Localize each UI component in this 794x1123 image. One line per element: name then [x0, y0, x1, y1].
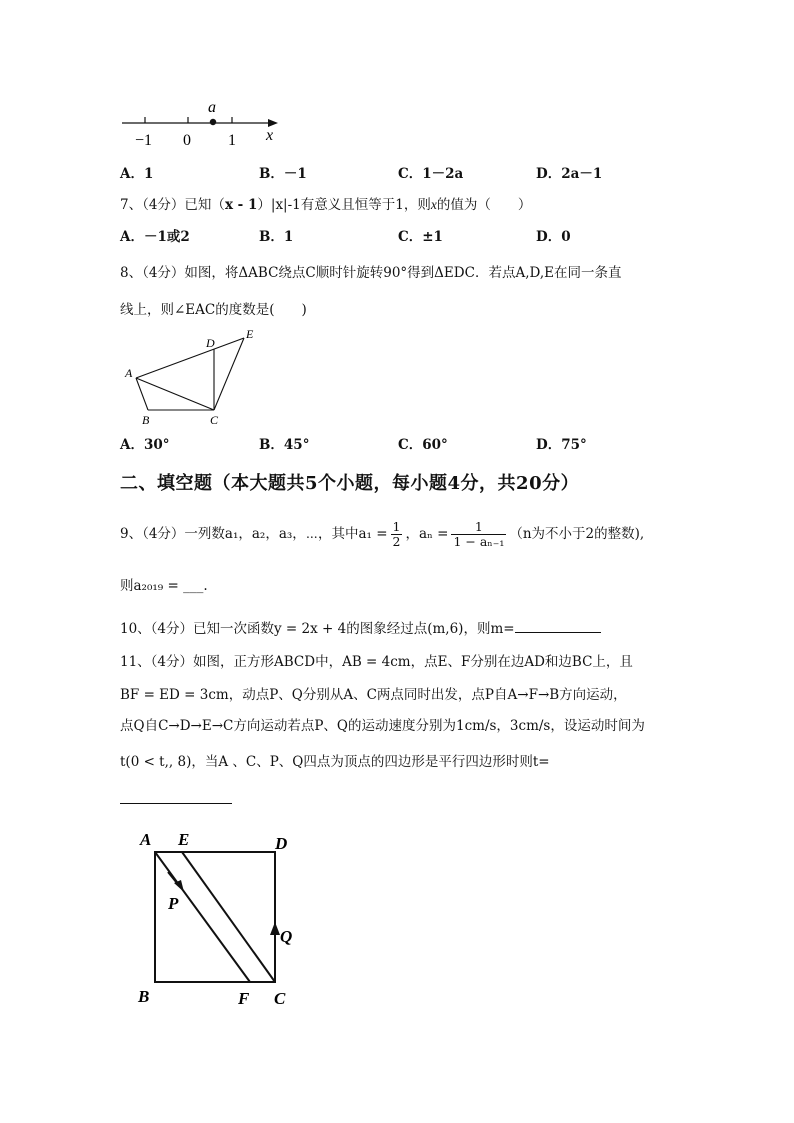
q8-figure [118, 325, 268, 430]
q11-label-q: Q [280, 927, 293, 946]
q9-fraction-an: $\frac{1}{\text{1 − aₙ₋₁}}$ [453, 518, 505, 549]
q8-label-b: B [142, 413, 150, 427]
q-direction-arrow [270, 922, 280, 935]
q8-option-b: B．45° [259, 437, 310, 453]
section-heading-fill-blank: 二、填空题（本大题共5个小题，每小题4分，共20分） [120, 473, 580, 494]
q8-label-a: A [125, 366, 133, 380]
q8-option-c: C．60° [398, 437, 448, 453]
number-line-figure [118, 96, 288, 154]
q11-label-b: B [138, 987, 150, 1006]
number-line-label-1: 1 [228, 132, 236, 149]
q6-option-a: A．1 [120, 166, 154, 182]
q9-stem: 9、（4分）一列数a₁，a₂，a₃，⋯，其中a₁ = $\frac{1}{2}$ ，aₙ = $\frac{1}{\text{1 − aₙ₋₁}}$ （n为不小于2的整数), [120, 518, 645, 549]
q8-label-c: C [210, 413, 219, 427]
q6-option-b: B．－1 [259, 166, 307, 182]
q8-option-a: A．30° [120, 437, 170, 453]
number-line-label-0: 0 [183, 132, 191, 149]
q7-option-d: D．0 [536, 229, 571, 245]
q7-option-b: B．1 [259, 229, 294, 245]
q11-stem-line1: 11、（4分）如图，正方形ABCD中，AB = 4cm，点E、F分别在边AD和边BC上，且 [120, 654, 633, 670]
q11-stem-line2: BF = ED = 3cm，动点P、Q分别从A、C两点同时出发，点P自A→F→B方向运动， [120, 687, 627, 703]
q8-label-e: E [246, 327, 254, 341]
number-line-point [210, 119, 216, 125]
number-line-point-label: a [208, 99, 216, 116]
q11-label-a: A [140, 830, 152, 849]
q6-option-d: D．2a－1 [536, 166, 603, 182]
q11-label-d: D [275, 834, 288, 853]
q8-label-d: D [206, 336, 215, 350]
q7-stem: 7、（4分）已知（x - 1）|x|-1有意义且恒等于1，则x的值为（ ） [120, 197, 532, 213]
q8-option-d: D．75° [536, 437, 587, 453]
q7-option-c: C．±1 [398, 229, 443, 245]
q9-fraction-a1: $\frac{1}{2}$ [392, 518, 401, 549]
q11-label-e: E [178, 830, 190, 849]
number-line-label-neg1: −1 [135, 132, 153, 149]
q11-answer-blank[interactable] [120, 803, 232, 804]
q11-square-figure [130, 824, 305, 1012]
q8-stem-line1: 8、（4分）如图，将ΔABC绕点C顺时针旋转90°得到ΔEDC．若点A,D,E在同一条直 [120, 265, 622, 281]
q8-stem-line2: 线上，则∠EAC的度数是( ) [120, 302, 307, 318]
number-line-arrow [268, 119, 278, 127]
q9-answer-line: 则a₂₀₁₉ = ___. [120, 578, 208, 594]
number-line-axis-label: x [266, 127, 274, 144]
q11-label-p: P [168, 894, 179, 913]
q11-stem-line4: t(0 < t,, 8)，当A 、C、P、Q四点为顶点的四边形是平行四边形时则t= [120, 754, 550, 770]
q11-label-c: C [274, 989, 286, 1008]
q7-option-a: A．－1或2 [120, 229, 190, 245]
q10-answer-blank[interactable] [515, 618, 601, 633]
q11-label-f: F [238, 989, 250, 1008]
q6-option-c: C．1－2a [398, 166, 464, 182]
q11-stem-line3: 点Q自C→D→E→C方向运动若点P、Q的运动速度分别为1cm/s，3cm/s，设运动时间为 [120, 718, 645, 734]
q10-stem: 10、（4分）已知一次函数y = 2x + 4的图象经过点(m,6)，则m= [120, 618, 601, 639]
